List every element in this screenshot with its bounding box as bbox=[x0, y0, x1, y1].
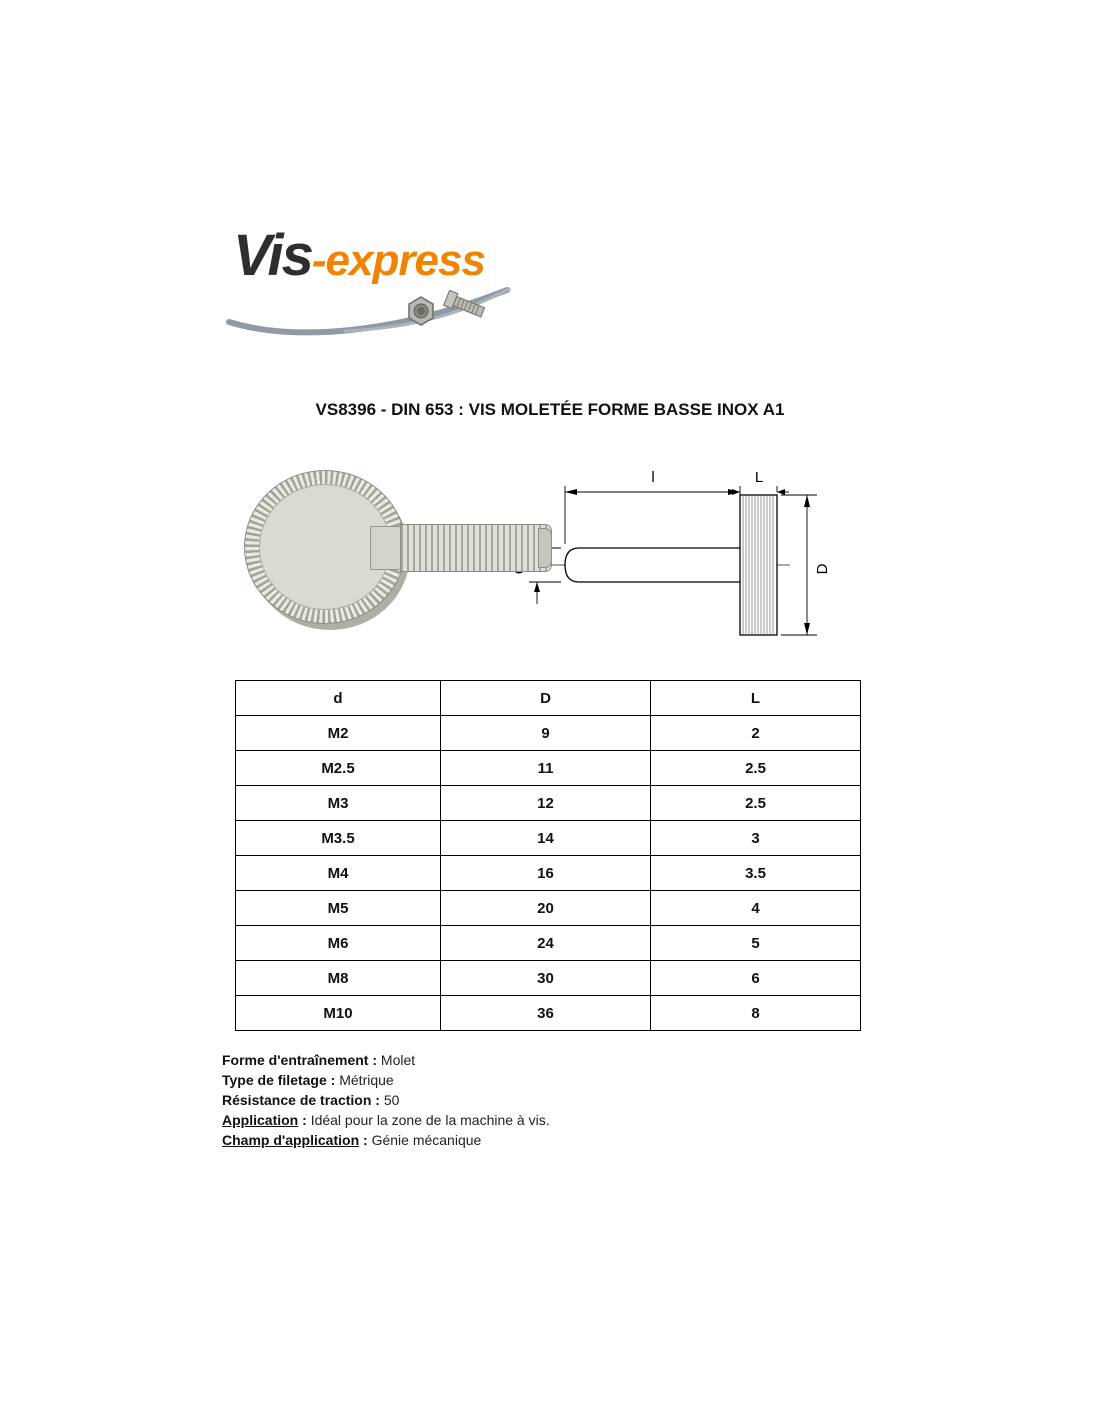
dim-l-lines bbox=[565, 486, 740, 544]
table-cell: 9 bbox=[441, 716, 651, 751]
table-cell: 8 bbox=[651, 996, 861, 1031]
spec-label: Type de filetage bbox=[222, 1072, 327, 1088]
table-row bbox=[236, 821, 861, 856]
dim-D-label: D bbox=[814, 563, 831, 575]
spec-label: Résistance de traction bbox=[222, 1092, 372, 1108]
spec-tensile-strength: Résistance de traction : 50 bbox=[222, 1092, 400, 1108]
table-header-row bbox=[236, 681, 861, 716]
spec-value: Métrique bbox=[339, 1072, 394, 1088]
screw-icon bbox=[441, 286, 493, 328]
table-cell: 2.5 bbox=[651, 751, 861, 786]
spec-value: 50 bbox=[383, 1092, 400, 1108]
table-row bbox=[236, 891, 861, 926]
table-cell: M2 bbox=[236, 716, 441, 751]
spec-drive-form: Forme d'entraînement : Molet bbox=[222, 1052, 416, 1068]
table-cell: M4 bbox=[236, 856, 441, 891]
logo-express-text: -express bbox=[311, 236, 485, 285]
spec-application-field: Champ d'application : Génie mécanique bbox=[222, 1132, 482, 1148]
table-cell: 2 bbox=[651, 716, 861, 751]
brand-logo-text bbox=[233, 222, 485, 289]
technical-drawing bbox=[503, 462, 838, 672]
product-photo bbox=[242, 452, 512, 657]
table-cell: 3.5 bbox=[651, 856, 861, 891]
table-cell: M2.5 bbox=[236, 751, 441, 786]
table-cell: 36 bbox=[441, 996, 651, 1031]
table-cell: 4 bbox=[651, 891, 861, 926]
table-cell: M5 bbox=[236, 891, 441, 926]
table-row bbox=[236, 926, 861, 961]
table-row bbox=[236, 751, 861, 786]
dim-L-label: L bbox=[754, 469, 764, 486]
table-cell: M8 bbox=[236, 961, 441, 996]
table-row bbox=[236, 996, 861, 1031]
dim-l-label: l bbox=[651, 469, 655, 486]
photo-shaft-tip bbox=[538, 528, 552, 568]
table-cell: M6 bbox=[236, 926, 441, 961]
table-row bbox=[236, 961, 861, 996]
drawing-shaft bbox=[565, 548, 740, 582]
spec-thread-type: Type de filetage : Métrique bbox=[222, 1072, 394, 1088]
logo-vis-text: Vis bbox=[233, 223, 312, 288]
table-cell: M10 bbox=[236, 996, 441, 1031]
table-header-d: d bbox=[236, 681, 441, 716]
spec-label: Forme d'entraînement bbox=[222, 1052, 369, 1068]
table-cell: 30 bbox=[441, 961, 651, 996]
spec-value: Génie mécanique bbox=[371, 1132, 482, 1148]
dimension-table bbox=[235, 680, 861, 1031]
table-cell: M3 bbox=[236, 786, 441, 821]
specs-list bbox=[222, 1050, 550, 1150]
table-cell: 24 bbox=[441, 926, 651, 961]
table-cell: 14 bbox=[441, 821, 651, 856]
table-cell: M3.5 bbox=[236, 821, 441, 856]
table-cell: 16 bbox=[441, 856, 651, 891]
table-header-L: L bbox=[651, 681, 861, 716]
spec-label: Application bbox=[222, 1112, 299, 1128]
table-cell: 6 bbox=[651, 961, 861, 996]
page-title: VS8396 - DIN 653 : VIS MOLETÉE FORME BASSE INOX A1 bbox=[315, 400, 785, 419]
photo-threaded-shaft bbox=[400, 524, 552, 572]
table-row bbox=[236, 716, 861, 751]
table-header-D: D bbox=[441, 681, 651, 716]
spec-value: Idéal pour la zone de la machine à vis. bbox=[310, 1112, 550, 1128]
nut-icon bbox=[405, 294, 437, 328]
table-cell: 11 bbox=[441, 751, 651, 786]
drawing-head bbox=[740, 495, 777, 635]
table-row bbox=[236, 786, 861, 821]
table-row bbox=[236, 856, 861, 891]
table-cell: 5 bbox=[651, 926, 861, 961]
spec-value: Molet bbox=[380, 1052, 416, 1068]
table-cell: 12 bbox=[441, 786, 651, 821]
table-cell: 3 bbox=[651, 821, 861, 856]
spec-application: Application : Idéal pour la zone de la machine à vis. bbox=[222, 1112, 550, 1128]
spec-label: Champ d'application bbox=[222, 1132, 360, 1148]
brand-logo bbox=[233, 222, 543, 352]
table-cell: 2.5 bbox=[651, 786, 861, 821]
table-cell: 20 bbox=[441, 891, 651, 926]
